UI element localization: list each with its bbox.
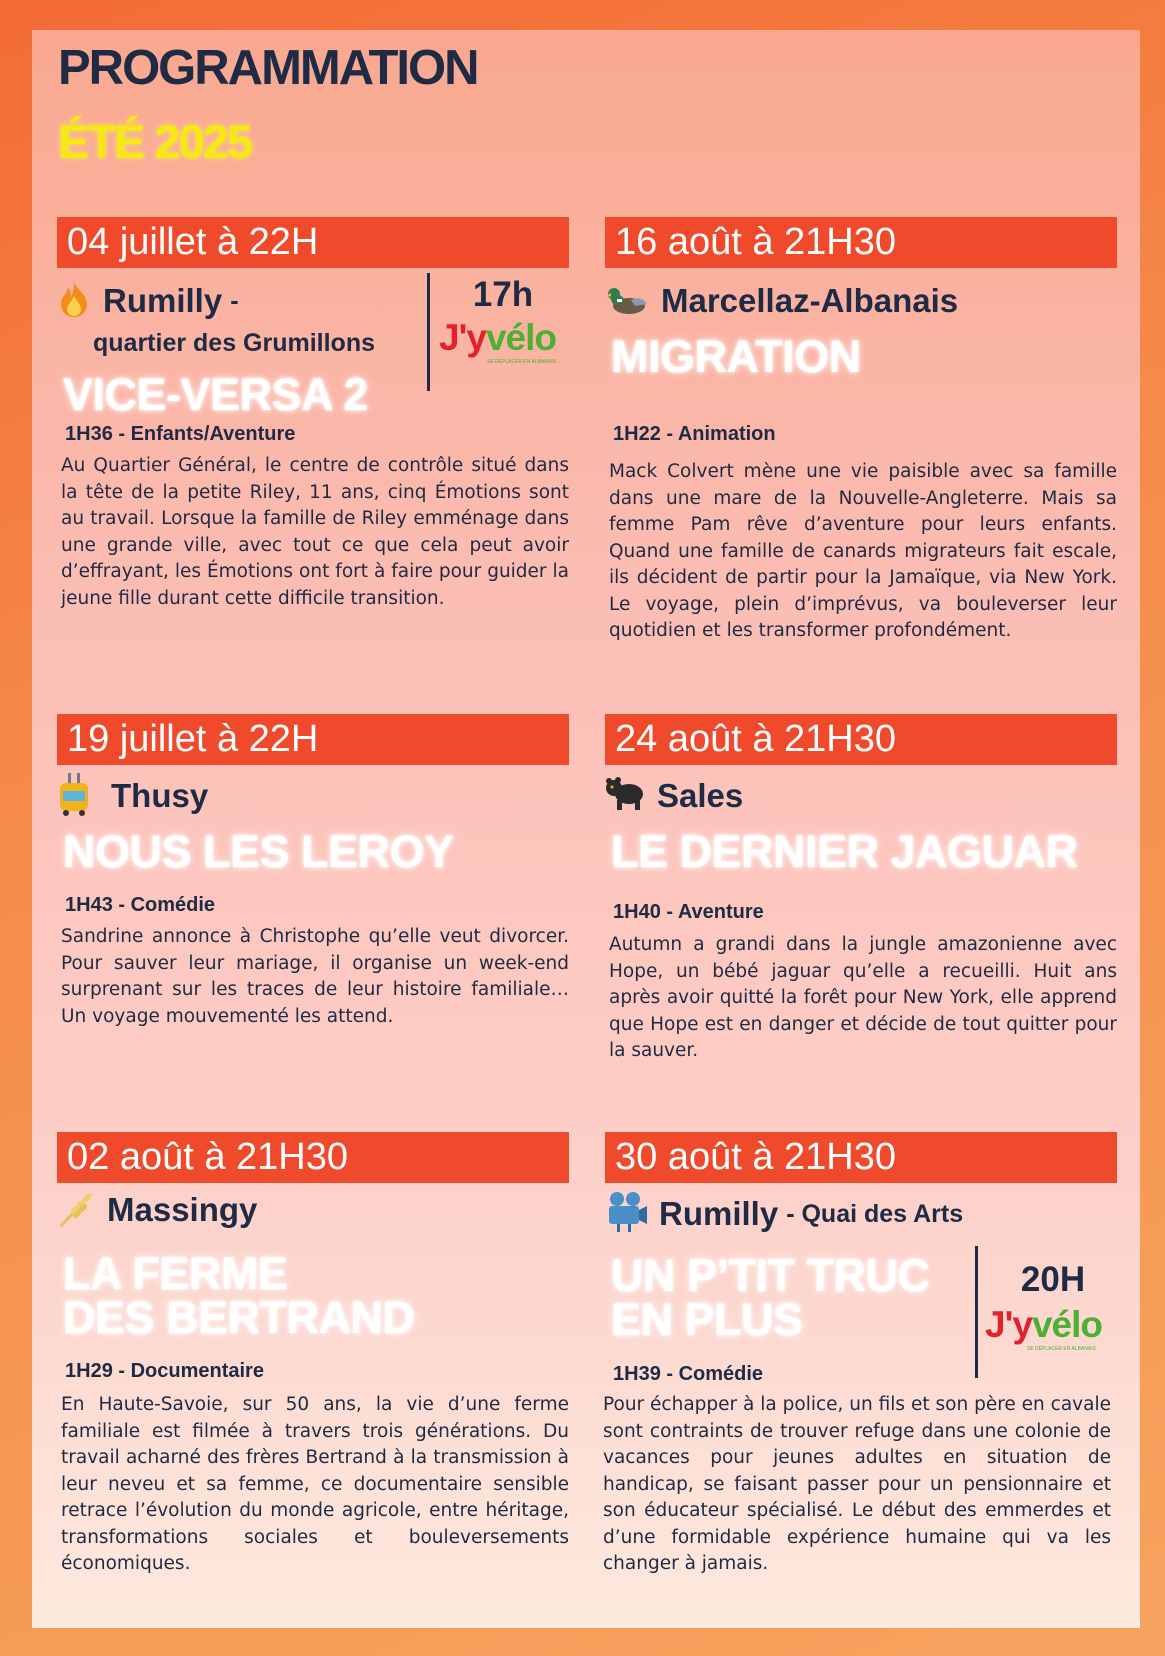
film-description: En Haute-Savoie, sur 50 ans, la vie d’une ferme familiale est filmée à travers trois générations. Du travail acharné des frères Bertrand à la transmission à leur neveu et sa femme, ce documentaire sensible retrace l’évolution du monde agricole, entre héritage, transformations sociales et bouleversements économiques. <box>61 1394 569 1574</box>
film-meta: 1H39 - Comédie <box>613 1363 764 1385</box>
location-name: Thusy <box>111 777 209 814</box>
film-title-line-2: EN PLUS <box>611 1294 803 1345</box>
screening-date: 19 juillet à 22H <box>57 714 569 765</box>
screening-date: 30 août à 21H30 <box>605 1132 1117 1183</box>
location-detail: quartier des Grumillons <box>93 329 376 357</box>
jyvelo-logo <box>985 1304 1102 1346</box>
film-title-line-2: DES BERTRAND <box>63 1292 415 1343</box>
film-meta: 1H29 - Documentaire <box>65 1360 264 1382</box>
film-meta: 1H36 - Enfants/Aventure <box>65 423 296 445</box>
jyvelo-logo <box>439 317 556 359</box>
screening-card-la-ferme-des-bertrand <box>57 1132 569 1582</box>
film-title: MIGRATION <box>611 331 861 382</box>
screening-location <box>57 774 569 818</box>
fire-icon <box>57 280 91 322</box>
jyvelo-logo-j: J'y <box>985 1304 1032 1345</box>
screening-date: 16 août à 21H30 <box>605 217 1117 268</box>
film-meta: 1H22 - Animation <box>613 423 776 445</box>
screening-location <box>605 774 1117 818</box>
location-name: Rumilly <box>659 1195 779 1232</box>
jyvelo-logo-j: J'y <box>439 317 486 358</box>
duck-icon <box>605 280 649 322</box>
screening-card-migration <box>605 217 1117 677</box>
divider-line <box>975 1246 978 1378</box>
location-name: Rumilly <box>103 282 223 319</box>
film-description: Pour échapper à la police, un fils et son père en cavale sont contraints de trouver refuge dans une colonie de vacances pour jeunes adultes en situation de handicap, se faisant passer pour un pensionnaire et son éducateur spécialisé. Le début des emmerdes et d’une formidable expérience humaine qui va les changer à jamais. <box>603 1394 1111 1574</box>
screening-card-un-ptit-truc-en-plus <box>605 1132 1117 1582</box>
location-name: Massingy <box>107 1191 258 1228</box>
film-description: Autumn a grandi dans la jungle amazonienne avec Hope, un bébé jaguar qu’elle a recueilli. Huit ans après avoir quitté la forêt pour New York, elle apprend que Hope est en danger et décide de tout quitter pour la sauver. <box>609 934 1117 1061</box>
screening-card-le-dernier-jaguar <box>605 714 1117 1074</box>
suitcase-icon <box>57 771 91 821</box>
screening-location <box>605 279 1117 323</box>
film-meta: 1H40 - Aventure <box>613 901 764 923</box>
location-detail: - Quai des Arts <box>786 1199 964 1228</box>
screening-location <box>605 1192 1117 1236</box>
location-name: Marcellaz-Albanais <box>661 282 959 319</box>
screening-date: 02 août à 21H30 <box>57 1132 569 1183</box>
wheat-icon <box>57 1188 97 1232</box>
film-description: Mack Colvert mène une vie paisible avec sa famille dans une mare de la Nouvelle-Angleterre. Mais sa femme Pam rêve d’aventure pour leurs enfants. Quand une famille de canards migrateurs fait escale, ils décident de partir pour la Jamaïque, via New York. Le voyage, plein d’imprévus, va bouleverser leur quotidien et les transformer profondément. <box>609 461 1117 641</box>
jaguar-icon <box>605 776 645 816</box>
screening-date: 04 juillet à 22H <box>57 217 569 268</box>
film-title-line-1: LA FERME <box>63 1248 288 1299</box>
screening-date: 24 août à 21H30 <box>605 714 1117 765</box>
velo-time: 20H <box>1020 1260 1086 1299</box>
location-separator: - <box>230 286 239 315</box>
film-title: NOUS LES LEROY <box>63 826 454 877</box>
film-meta: 1H43 - Comédie <box>65 894 216 916</box>
movie-camera-icon <box>605 1190 649 1238</box>
film-description: Au Quartier Général, le centre de contrôle situé dans la tête de la petite Riley, 11 ans, cinq Émotions sont au travail. Lorsque la famille de Riley emménage dans une grande ville, avec tout ce que cela peut avoir d’effrayant, les Émotions ont fort à faire pour guider la jeune fille durant cette difficile transition. <box>61 455 569 609</box>
jyvelo-tagline: SE DÉPLACER EN ALBANAIS <box>1027 1346 1096 1352</box>
page-subtitle: ÉTÉ 2025 <box>58 115 252 168</box>
film-title: VICE-VERSA 2 <box>63 369 368 420</box>
film-title: LE DERNIER JAGUAR <box>611 826 1078 877</box>
screening-location <box>57 1188 569 1232</box>
jyvelo-logo-velo: vélo <box>1031 1304 1103 1345</box>
velo-time: 17h <box>472 275 534 314</box>
film-description: Sandrine annonce à Christophe qu’elle veut divorcer. Pour sauver leur mariage, il organise un week-end surprenant sur les traces de leur histoire familiale… Un voyage mouvementé les attend. <box>61 926 569 1027</box>
screening-card-vice-versa <box>57 217 569 637</box>
jyvelo-logo-velo: vélo <box>485 317 557 358</box>
jyvelo-tagline: SE DÉPLACER EN ALBANAIS <box>487 359 556 365</box>
divider-line <box>427 273 430 391</box>
page-title: PROGRAMMATION <box>58 41 478 95</box>
screening-card-nous-les-leroy <box>57 714 569 1074</box>
film-title-line-1: UN P’TIT TRUC <box>611 1250 930 1301</box>
location-name: Sales <box>657 777 744 814</box>
